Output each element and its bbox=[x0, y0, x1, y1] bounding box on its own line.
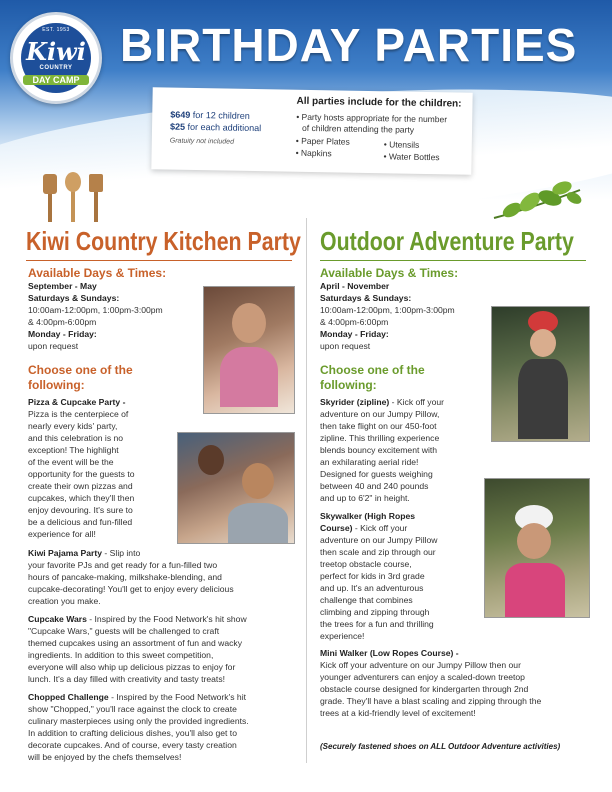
include-paper-plates: • Paper Plates bbox=[295, 135, 350, 147]
price-main bbox=[170, 110, 250, 121]
photo-figure-body bbox=[518, 359, 568, 439]
kitchen-avail-weekday: Monday - Friday: bbox=[28, 329, 97, 339]
pizza-line: experience for all! bbox=[28, 529, 96, 539]
skywalker-heading2 bbox=[320, 523, 407, 534]
include-line1: • Party hosts appropriate for the number bbox=[296, 111, 448, 125]
photo-figure-body bbox=[505, 563, 565, 617]
chopped-line: culinary masterpieces using only the provided ingredients. bbox=[28, 716, 249, 726]
kiwi-logo bbox=[10, 12, 102, 104]
wooden-utensils-icon bbox=[38, 172, 108, 222]
price-extra-amount: $25 bbox=[169, 121, 186, 132]
skywalker-line: experience! bbox=[320, 631, 365, 641]
skywalker-line: adventure on our Jumpy Pillow bbox=[320, 535, 438, 545]
outdoor-avail-season: April - November bbox=[320, 281, 390, 291]
skywalker-intro: - Kick off your bbox=[352, 523, 408, 533]
column-divider bbox=[306, 218, 307, 763]
miniwalker-line: younger adventurers can enjoy a scaled-down treetop bbox=[320, 672, 525, 682]
chopped-name: Chopped Challenge bbox=[28, 692, 109, 702]
pajama-party-heading bbox=[28, 548, 140, 559]
footnote-post: Outdoor Adventure activities) bbox=[445, 742, 561, 751]
footnote-bold: ALL bbox=[430, 742, 446, 751]
pajama-line: creation you make. bbox=[28, 596, 101, 606]
photo-figure bbox=[530, 329, 556, 357]
kitchen-avail-request: upon request bbox=[28, 341, 79, 351]
kitchen-choose-line2: following: bbox=[28, 378, 85, 392]
pizza-line: of the event will be the bbox=[28, 457, 114, 467]
outdoor-rule bbox=[320, 260, 586, 261]
skyrider-line: an exhilarating aerial ride! bbox=[320, 457, 419, 467]
skyrider-line: Designed for guests weighing bbox=[320, 469, 433, 479]
cupcake-wars-intro: - Inspired by the Food Network's hit show bbox=[86, 614, 247, 624]
pizza-line: enjoy devouring. It's sure to bbox=[28, 505, 133, 515]
photo-boy-zipline bbox=[491, 306, 590, 442]
cupcake-line: themed cupcakes using an assortment of fun and wacky bbox=[28, 638, 243, 648]
include-water-bottles: • Water Bottles bbox=[383, 151, 440, 163]
photo-figure bbox=[242, 463, 274, 499]
photo-girl-pizza bbox=[203, 286, 295, 414]
outdoor-party-title: Outdoor Adventure Party bbox=[320, 226, 574, 256]
logo-day-camp: DAY CAMP bbox=[23, 75, 89, 85]
pizza-line: cupcakes, which they'll then bbox=[28, 493, 135, 503]
kitchen-rule bbox=[26, 260, 292, 261]
skywalker-line: perfect for kids in 3rd grade bbox=[320, 571, 425, 581]
skyrider-line: adventure on our Jumpy Pillow, bbox=[320, 409, 440, 419]
include-napkins: • Napkins bbox=[295, 147, 332, 159]
outdoor-choose-line1: Choose one of the bbox=[320, 363, 425, 377]
photo-girl-ropes bbox=[484, 478, 590, 618]
skywalker-line: then scale and zip through our bbox=[320, 547, 436, 557]
pizza-party-heading: Pizza & Cupcake Party - bbox=[28, 397, 126, 407]
photo-kids-table bbox=[177, 432, 295, 544]
skyrider-line: zipline. This thrilling experience bbox=[320, 433, 440, 443]
cupcake-line: ingredients. In addition to this sweet competition, bbox=[28, 650, 214, 660]
skywalker-line: climbing and zipping through bbox=[320, 607, 430, 617]
pizza-line: nearly every kids' party, bbox=[28, 421, 118, 431]
kitchen-party-title: Kiwi Country Kitchen Party bbox=[26, 226, 301, 256]
miniwalker-line: trees at a kid-friendly level of excitement! bbox=[320, 708, 476, 718]
cupcake-line: everyone will also whip up delicious pizzas to enjoy for bbox=[28, 662, 236, 672]
outdoor-avail-title: Available Days & Times: bbox=[320, 266, 459, 280]
pizza-line: be a delicious and fun-filled bbox=[28, 517, 133, 527]
outdoor-avail-times2: & 4:00pm-6:00pm bbox=[320, 317, 389, 327]
photo-figure bbox=[198, 445, 224, 475]
photo-figure bbox=[517, 523, 551, 559]
cupcake-wars-heading bbox=[28, 614, 247, 625]
pajama-party-intro: - Slip into bbox=[102, 548, 141, 558]
price-extra-text: for each additional bbox=[187, 121, 262, 134]
price-main-amount: $649 bbox=[170, 109, 191, 120]
photo-figure-body bbox=[220, 347, 278, 407]
outdoor-avail-weekend: Saturdays & Sundays: bbox=[320, 293, 412, 303]
skyrider-heading bbox=[320, 397, 444, 408]
pajama-line: cupcake-decorating! You'll get to enjoy every delicious bbox=[28, 584, 234, 594]
kitchen-choose-line1: Choose one of the bbox=[28, 363, 133, 377]
kitchen-avail-season: September - May bbox=[28, 281, 97, 291]
outdoor-avail-weekday: Monday - Friday: bbox=[320, 329, 389, 339]
pizza-line: exception! The highlight bbox=[28, 445, 119, 455]
pajama-party-name: Kiwi Pajama Party bbox=[28, 548, 103, 558]
page-title: BIRTHDAY PARTIES bbox=[120, 19, 578, 71]
photo-figure bbox=[232, 303, 266, 343]
skyrider-line: between 40 and 240 pounds bbox=[320, 481, 429, 491]
chopped-heading bbox=[28, 692, 246, 703]
cupcake-wars-name: Cupcake Wars bbox=[28, 614, 87, 624]
kitchen-avail-times: 10:00am-12:00pm, 1:00pm-3:00pm bbox=[28, 305, 163, 315]
miniwalker-line: Kick off your adventure on our Jumpy Pillow then our bbox=[320, 660, 521, 670]
logo-name: Kiwi bbox=[26, 37, 86, 66]
pajama-line: hours of pancake-making, milkshake-blending, and bbox=[28, 572, 222, 582]
pizza-line: Pizza is the centerpiece of bbox=[28, 409, 129, 419]
includes-title: All parties include for the children: bbox=[296, 95, 462, 110]
logo-badge bbox=[21, 23, 91, 93]
chopped-line: show "Chopped," you'll race against the clock to create bbox=[28, 704, 237, 714]
pizza-line: create their own pizzas and bbox=[28, 481, 133, 491]
pricing-info-box bbox=[151, 87, 472, 175]
gratuity-note: Gratuity not included bbox=[169, 137, 235, 146]
skyrider-name: Skyrider (zipline) bbox=[320, 397, 390, 407]
skywalker-line: the trees for a fun and thrilling bbox=[320, 619, 434, 629]
logo-est: EST. 1953 bbox=[42, 27, 70, 33]
skyrider-intro: - Kick off your bbox=[389, 397, 445, 407]
skywalker-line: challenge that combines bbox=[320, 595, 413, 605]
include-line2: of children attending the party bbox=[301, 122, 415, 135]
price-main-text: for 12 children bbox=[192, 109, 250, 121]
chopped-line: In addition to crafting delicious dishes, you'll also get to bbox=[28, 728, 237, 738]
skywalker-line: treetop obstacle course, bbox=[320, 559, 412, 569]
logo-country: COUNTRY bbox=[39, 65, 73, 71]
skywalker-line: and up. It's an adventurous bbox=[320, 583, 424, 593]
kitchen-avail-times2: & 4:00pm-6:00pm bbox=[28, 317, 97, 327]
skywalker-heading: Skywalker (High Ropes bbox=[320, 511, 416, 521]
skyrider-line: then take flight on our 450-foot bbox=[320, 421, 437, 431]
chopped-intro: - Inspired by the Food Network's hit bbox=[108, 692, 246, 702]
pizza-line: and this celebration is no bbox=[28, 433, 124, 443]
chopped-line: decorate cupcakes. And of course, every tasty creation bbox=[28, 740, 237, 750]
cupcake-line: lunch. It's a day filled with creativity and tasty treats! bbox=[28, 674, 225, 684]
skyrider-line: and up to 6'2" in height. bbox=[320, 493, 410, 503]
skywalker-name: Course) bbox=[320, 523, 353, 533]
cupcake-line: "Cupcake Wars," guests will be challenged to craft bbox=[28, 626, 220, 636]
photo-figure-body bbox=[228, 503, 288, 543]
green-leaves-icon bbox=[492, 178, 582, 222]
miniwalker-line: obstacle course designed for kindergarten through 2nd bbox=[320, 684, 529, 694]
footnote-pre: (Securely fastened shoes on bbox=[320, 742, 431, 751]
kitchen-avail-title: Available Days & Times: bbox=[28, 266, 167, 280]
skyrider-line: blends bouncy excitement with bbox=[320, 445, 438, 455]
miniwalker-heading: Mini Walker (Low Ropes Course) - bbox=[320, 648, 459, 658]
chopped-line: will be enjoyed by the chefs themselves! bbox=[28, 752, 182, 762]
footnote-shoes bbox=[320, 742, 560, 751]
miniwalker-line: grade. They'll have a blast scaling and zipping through the bbox=[320, 696, 542, 706]
pajama-line: your favorite PJs and get ready for a fun-filled two bbox=[28, 560, 218, 570]
include-utensils: • Utensils bbox=[383, 139, 420, 150]
kitchen-avail-weekend: Saturdays & Sundays: bbox=[28, 293, 120, 303]
pizza-line: opportunity for the guests to bbox=[28, 469, 135, 479]
outdoor-avail-times: 10:00am-12:00pm, 1:00pm-3:00pm bbox=[320, 305, 455, 315]
price-extra bbox=[170, 122, 261, 134]
outdoor-choose-line2: following: bbox=[320, 378, 377, 392]
outdoor-avail-request: upon request bbox=[320, 341, 371, 351]
